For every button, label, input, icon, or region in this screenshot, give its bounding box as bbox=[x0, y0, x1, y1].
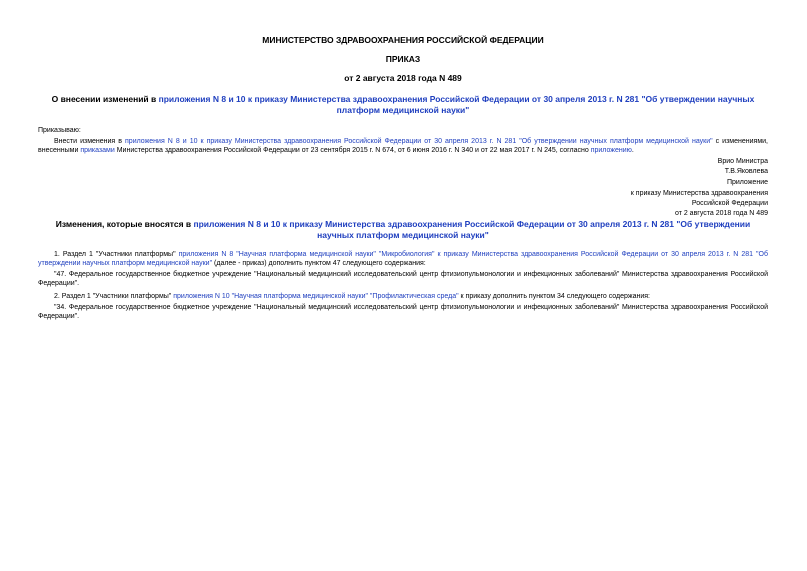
appendix-line-1: к приказу Министерства здравоохранения bbox=[630, 190, 768, 197]
doc-type-heading: ПРИКАЗ bbox=[385, 54, 421, 64]
order-text-1: Внести изменения в bbox=[54, 138, 126, 145]
order-link-appendices[interactable]: приложения N 8 и 10 к приказу Министерства здравоохранения Российской Федерации от 30 апреля 2013 г. N 281 "Об утверждении научных платформ медицинской науки" bbox=[125, 138, 713, 145]
appendix-label: Приложение bbox=[726, 179, 768, 186]
order-link-orders[interactable]: приказами bbox=[80, 147, 115, 154]
signature-name: Т.В.Яковлева bbox=[724, 168, 768, 175]
changes-title bbox=[38, 219, 768, 241]
item-1-text-2: (далее - приказ) дополнить пунктом 47 следующего содержания: bbox=[212, 260, 426, 267]
order-paragraph bbox=[38, 137, 768, 155]
order-link-appendix[interactable]: приложению bbox=[590, 147, 632, 154]
date-number-heading: от 2 августа 2018 года N 489 bbox=[344, 73, 462, 83]
document-title bbox=[38, 94, 768, 116]
title-link[interactable]: приложения N 8 и 10 к приказу Министерства здравоохранения Российской Федерации от 30 апреля 2013 г. N 281 "Об утверждении научных платформ медицинской науки" bbox=[158, 94, 755, 115]
order-label: Приказываю: bbox=[38, 127, 81, 134]
item-2-link[interactable]: приложения N 10 "Научная платформа медицинской науки" "Профилактическая среда" bbox=[173, 293, 459, 300]
changes-title-link[interactable]: приложения N 8 и 10 к приказу Министерства здравоохранения Российской Федерации от 30 апреля 2013 г. N 281 "Об утверждении научных платформ медицинской науки" bbox=[193, 219, 751, 240]
item-2-paragraph bbox=[38, 292, 768, 301]
title-text: О внесении изменений в bbox=[51, 94, 159, 104]
item-1-quote: "47. Федеральное государственное бюджетное учреждение "Национальный медицинский исследовательский центр фтизиопульмонологии и инфекционных заболеваний" Министерства здравоохранения Российской Федерации". bbox=[38, 271, 768, 287]
order-text-4: . bbox=[631, 147, 634, 154]
appendix-line-3: от 2 августа 2018 года N 489 bbox=[674, 210, 768, 217]
order-text-3: Министерства здравоохранения Российской Федерации от 23 сентября 2015 г. N 674, от 6 июня 2016 г. N 340 и от 22 мая 2017 г. N 245, согласно bbox=[114, 147, 591, 154]
changes-title-text: Изменения, которые вносятся в bbox=[55, 219, 194, 229]
order-text-2: с изменениями, внесенными bbox=[38, 138, 769, 154]
signature-position: Врио Министра bbox=[717, 158, 768, 165]
appendix-line-2: Российской Федерации bbox=[691, 200, 768, 207]
item-1-link[interactable]: приложения N 8 "Научная платформа медицинской науки" "Микробиология" к приказу Министерства здравоохранения Российской Федерации от 30 апреля 2013 г. N 281 "Об утверждении научных платформ медицинской науки" bbox=[38, 251, 768, 267]
item-2-text-2: к приказу дополнить пунктом 34 следующего содержания: bbox=[458, 293, 650, 300]
ministry-heading: МИНИСТЕРСТВО ЗДРАВООХРАНЕНИЯ РОССИЙСКОЙ ФЕДЕРАЦИИ bbox=[262, 35, 544, 45]
item-2-quote: "34. Федеральное государственное бюджетное учреждение "Национальный медицинский исследовательский центр фтизиопульмонологии и инфекционных заболеваний" Министерства здравоохранения Российской Федерации". bbox=[38, 304, 768, 320]
item-1-text-1: 1. Раздел 1 "Участники платформы" bbox=[54, 251, 179, 258]
item-2-text-1: 2. Раздел 1 "Участники платформы" bbox=[54, 293, 174, 300]
item-1-paragraph bbox=[38, 250, 768, 268]
